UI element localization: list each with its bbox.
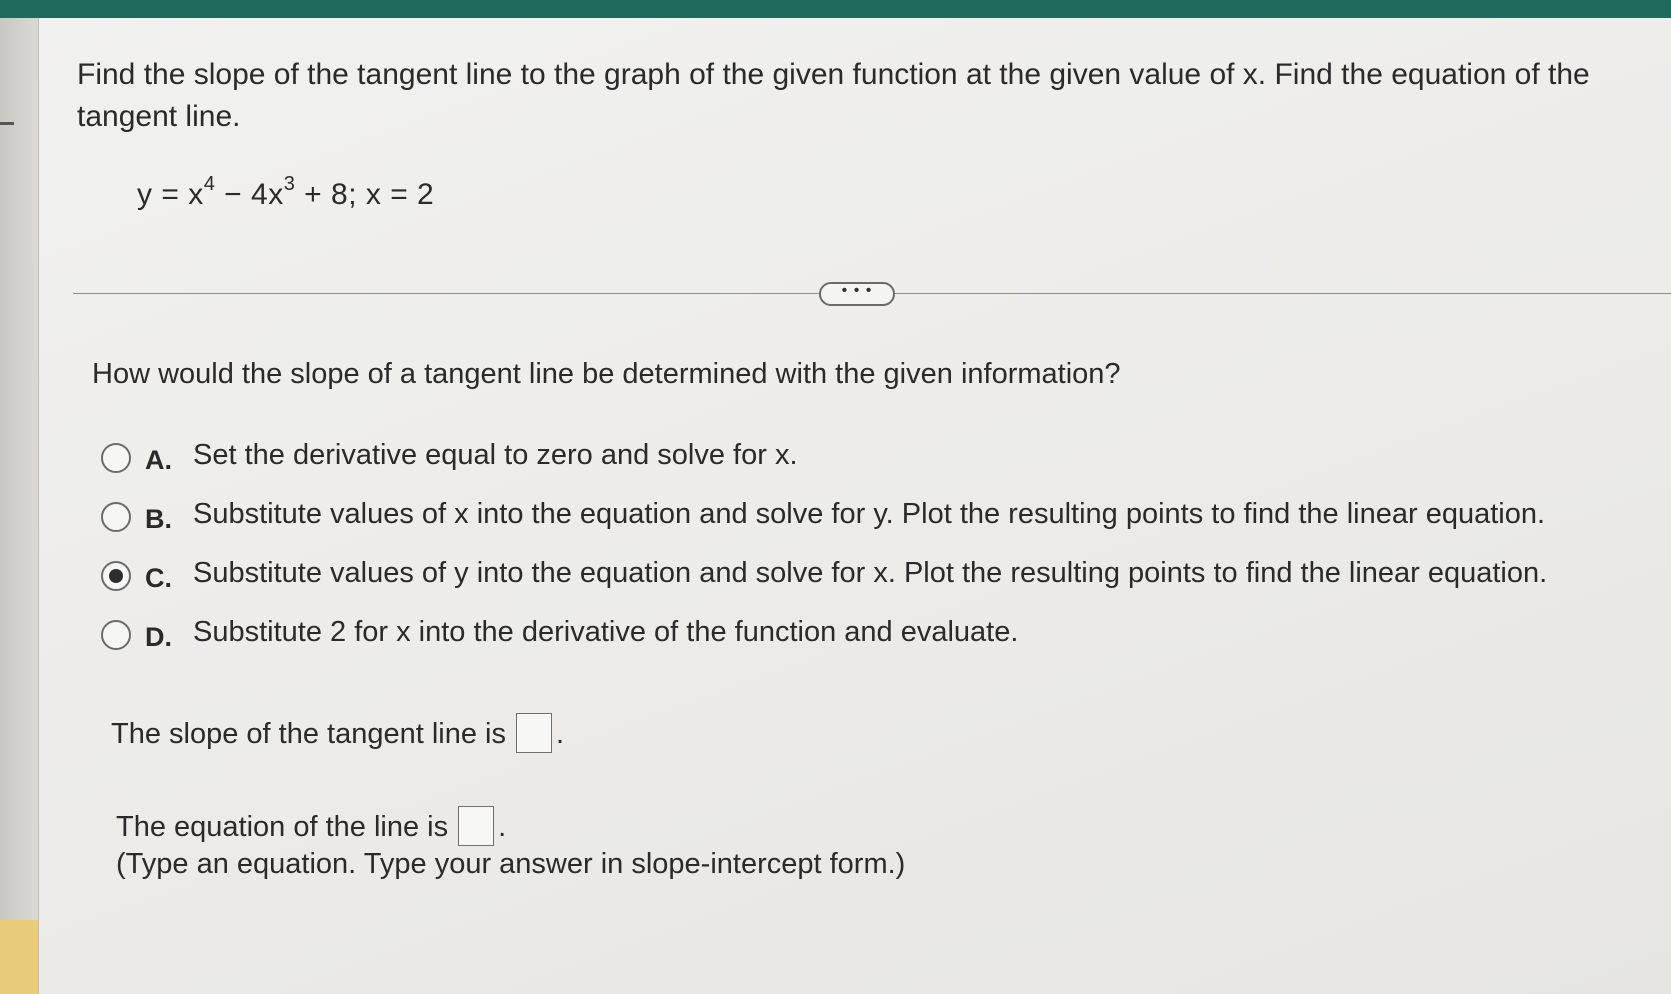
slope-answer-row	[111, 713, 564, 753]
radio-option-b[interactable]	[101, 502, 131, 532]
option-a-letter: A.	[145, 445, 172, 475]
option-a-text: Set the derivative equal to zero and solve for x.	[193, 439, 798, 471]
equation-exponent-3: 3	[283, 173, 296, 195]
option-c-text: Substitute values of y into the equation and solve for x. Plot the resulting points to find the linear equation.	[193, 557, 1548, 589]
radio-option-c[interactable]	[101, 561, 131, 591]
question-instructions: Find the slope of the tangent line to the graph of the given function at the given value of x. Find the equation of the tangent line.	[77, 58, 1590, 133]
option-b-letter: B.	[145, 504, 172, 534]
option-b-text: Substitute values of x into the equation and solve for y. Plot the resulting points to find the linear equation.	[193, 498, 1546, 530]
answer-format-hint: (Type an equation. Type your answer in slope-intercept form.)	[116, 848, 906, 880]
option-c-letter: C.	[145, 563, 172, 593]
option-b[interactable]	[101, 498, 1641, 538]
option-c[interactable]	[101, 557, 1641, 597]
equation-lhs: y = x	[137, 178, 204, 211]
radio-option-d[interactable]	[101, 620, 131, 650]
question-panel	[38, 18, 1671, 994]
line-equation-input-box[interactable]	[458, 806, 494, 846]
slope-period: .	[555, 718, 565, 750]
option-d-text: Substitute 2 for x into the derivative of the function and evaluate.	[193, 616, 1019, 648]
expand-more-button[interactable]: • • •	[819, 282, 895, 306]
slope-input-box[interactable]	[516, 713, 552, 753]
equation-rhs: + 8; x = 2	[295, 178, 435, 211]
left-gutter	[0, 18, 42, 994]
gutter-marker	[0, 122, 14, 125]
line-equation-label: The equation of the line is	[116, 811, 449, 843]
option-d[interactable]	[101, 616, 1641, 656]
slope-label: The slope of the tangent line is	[111, 718, 506, 750]
equation-exponent-4: 4	[203, 173, 216, 195]
line-period: .	[498, 811, 507, 843]
equation-middle: − 4x	[215, 178, 284, 211]
option-d-letter: D.	[145, 622, 172, 652]
line-equation-row	[116, 806, 506, 846]
function-equation	[137, 173, 435, 212]
sub-question-prompt: How would the slope of a tangent line be determined with the given information?	[92, 358, 1121, 390]
radio-option-a[interactable]	[101, 443, 131, 473]
option-a[interactable]	[101, 439, 1641, 479]
top-header-bar	[0, 0, 1671, 18]
